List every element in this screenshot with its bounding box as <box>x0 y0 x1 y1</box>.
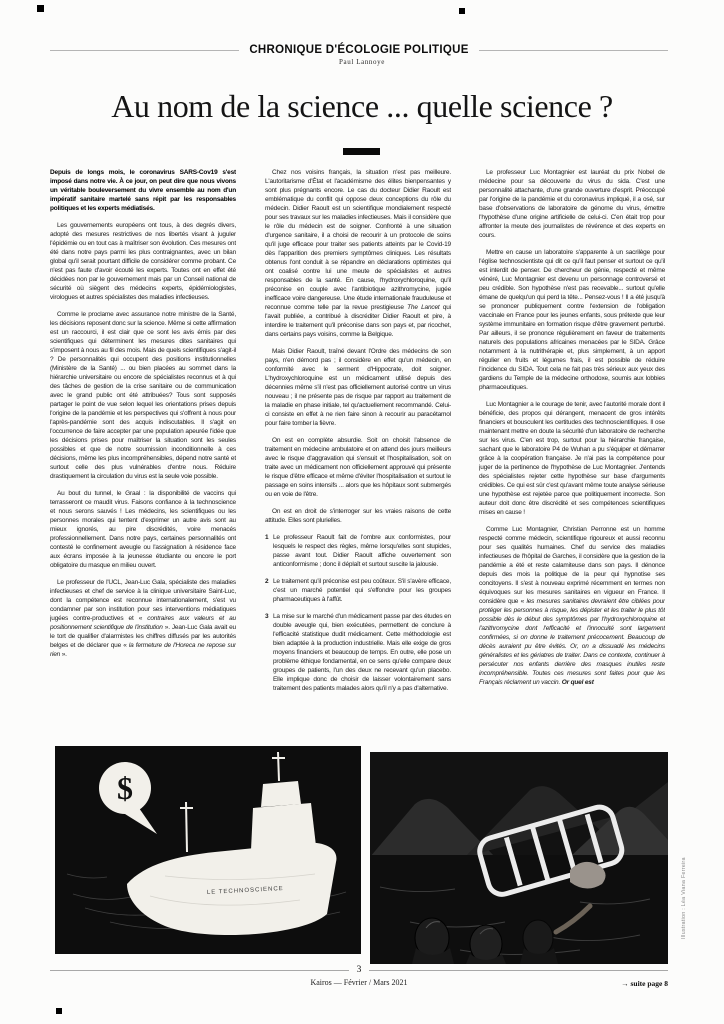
paragraph <box>265 507 451 525</box>
paragraph <box>479 168 665 240</box>
text-segment: Au bout du tunnel, le Graal : la disponibilité de vaccins qui terrasseront ce maudit virus. Faisons confiance à la technoscience et nous serons sauvés ! Les médecins, les scientifiques ou les personnes morales qui tentent d'exprimer un autre avis sont au mieux ignorés, au pire discrédités, voire menacés professionnellement. Dans notre pays, certaines personnalités ont contesté le confinement aveugle ou l'assignation à résidence face aux écrans imposée à la jeunesse étudiante ou encore le port obligatoire du masque en milieu ouvert. <box>50 490 236 569</box>
text-segment: Luc Montagnier a le courage de tenir, avec l'autorité morale dont il bénéficie, des propos qui dérangent, menacent de gros intérêts financiers et bousculent les certitudes des technoscientifiques. Il ose maintenant mettre en doute la sécurité d'un laboratoire de recherche sur les virus. C'en est trop, surtout pour la hiérarchie française, sachant que le laboratoire P4 de Wuhan a pu s'équiper et démarrer grâce à la coopération française. Je n'ai pas la compétence pour juger de la pertinence de l'hypothèse de Luc Montagnier. J'entends des spécialistes rejeter cette hypothèse sur base d'arguments crédibles. Ce qui est sûr c'est qu'avant même toute analyse sérieuse une hypothèse est rejetée parce que politiquement incorrecte. Son auteur doit donc être discrédité et ses compétences scientifiques mises en cause ! <box>479 401 665 516</box>
text-segment: ». Jean-Luc Gala avait eu le tort de qualifier d'alarmistes les chiffres diffusés par les autorités belges et de déclarer que « <box>50 624 236 649</box>
list-number: 2 <box>265 578 269 585</box>
dollar-sign-glyph: $ <box>117 770 133 806</box>
bed-illustration <box>370 752 668 964</box>
section-kicker-row <box>50 44 668 56</box>
text-segment: On est en droit de s'interroger sur les vraies raisons de cette attitude. Elles sont plurielles. <box>265 508 451 524</box>
text-segment: contraires aux valeurs et au positionnement scientifique de l'institution <box>50 615 236 631</box>
text-segment: Le traitement qu'il préconise est peu coûteux. S'il s'avère efficace, c'est un marché potentiel qui s'effondre pour les groupes pharmaceutiques à l'affût. <box>273 578 451 603</box>
text-segment: The Lancet <box>407 304 440 311</box>
paragraph <box>50 310 236 481</box>
print-mark-bottom-left <box>56 1008 62 1014</box>
text-segment: ». <box>60 651 67 658</box>
ship-superstructure <box>251 803 316 850</box>
paragraph <box>50 168 236 213</box>
list-item <box>265 533 451 569</box>
text-segment: Comme Luc Montagnier, Christian Perronne est un homme respecté comme médecin, scientifique rigoureux et aussi reconnu pour ses qualités humaines. Chef du service des maladies infectieuses de l'hôpital de Garches, il considère que la gestion de la pandémie a été et reste calamiteuse dans son pays. Il dénonce depuis des mois la politique de la peur qui hypnotise ses concitoyens. Il s'est à nouveau exprimé récemment en termes non équivoques sur les mesures sanitaires en vigueur en France. Il considère que « <box>479 526 665 605</box>
text-segment: Le professeur Luc Montagnier est lauréat du prix Nobel de médecine pour sa découverte du virus du sida. C'est une personnalité attachante, d'une grande ouverture d'esprit. Préoccupé par l'origine de la pandémie et du coronavirus impliqué, il a osé, sur base d'observations de laboratoire de génome du virus, émettre l'hypothèse d'une origine artificielle de celui-ci. C'en était trop pour affronter la meute des journalistes de révérence et des experts en cours. <box>479 169 665 239</box>
text-segment: On est en complète absurdie. Soit on choisit l'absence de traitement en médecine ambulatoire et on attend des jours meilleurs avec le risque d'aggravation qui s'ensuit et l'hospitalisation, soit on traite avec un médicament non officiellement approuvé qui présente le risque d'être efficace et même d'éviter l'hospitalisation et surtout le passage en soins intensifs ... alors que les hôpitaux sont submergés ou en voie de l'être. <box>265 437 451 498</box>
illustration-credit: Illustration : Léa Viana Ferreira <box>681 857 687 939</box>
continuation-note: → suite page 8 <box>621 979 668 988</box>
water <box>370 855 668 964</box>
issue-line: Kairos — Février / Mars 2021 <box>310 978 408 987</box>
article-column-2 <box>265 168 451 754</box>
paragraph <box>265 168 451 339</box>
text-segment: Mettre en cause un laboratoire s'apparente à un sacrilège pour l'église technoscientiste qui dit ce qu'il faut penser et surtout ce qu'il est interdit de penser. De chercheur de génie, respecté et même vénéré, Luc Montagnier est devenu un personnage controversé et peu crédible. Son hypothèse n'est pas recevable... surtout qu'elle émane de quelqu'un qui perd la tête... Pensez-vous ! Il a été jusqu'à se prononcer publiquement contre l'extension de l'obligation vaccinale en France pour les jeunes enfants, sous prétexte que leur système immunitaire en formation risque d'être gravement perturbé. Par ailleurs, il se prononce régulièrement en faveur de traitements naturels des populations africaines menacées par le SIDA. Grâce notamment à la nutrithérapie et, plus simplement, à un apport régulier en fruits et légumes frais, il est possible de réduire l'incidence du SIDA. Tout cela ne fait pas très sérieux aux yeux des gardiens du Temple de la médecine orthodoxe, soumis aux lobbies pharmaceutiques. <box>479 249 665 391</box>
text-segment: Les gouvernements européens ont tous, à des degrés divers, adopté des mesures restrictives de nos libertés visant à juguler l'épidémie ou en tout cas à maîtriser son évolution. Ces mesures ont été dans notre pays parmi les plus contraignantes, avec un bilan global qu'il serait pourtant difficile de considérer comme probant. Ce n'est pas faute d'avoir écouté les experts. Toutes ont en effet été décidées non par le gouvernement mais par un Conseil national de sécurité où siègent des médecins experts, épidémiologistes, virologues et autres spécialistes des maladies infectieuses. <box>50 222 236 301</box>
list-item <box>265 612 451 693</box>
text-segment: Mais Didier Raoult, traîné devant l'Ordre des médecins de son pays, n'en démord pas ; il considère en effet qu'un médecin, en conformité avec le serment d'Hippocrate, doit soigner. L'hydroxychloroquine est un médicament utilisé depuis des décennies même s'il n'est pas officiellement autorisé contre un virus nouveau ; il ne présente pas de risque par rapport au traitement de la maladie en phase initiale, tel qu'actuellement recommandé. Celui-ci consiste en effet à ne rien faire sinon à recourir au paracétamol pour faire tomber la fièvre. <box>265 348 451 427</box>
text-segment: Le professeur Raoult fait de l'ombre aux conformistes, pour lesquels le respect des règles, même lorsqu'elles sont stupides, passe avant tout. Didier Raoult affiche ouvertement son anticonformisme ; donc il déplaît et surtout suscite la jalousie. <box>273 534 451 568</box>
title-divider-bar <box>343 148 380 155</box>
page-number-row <box>50 965 668 975</box>
text-segment: Or quel est <box>561 679 594 686</box>
print-mark-top-center <box>459 8 465 14</box>
text-segment: les mesures sanitaires devraient être ciblées pour protéger les personnes à risque, les dépister et les traiter le plus tôt possible dès le début des symptômes par l'hydroxychloroquine et l'azithromycine dont l'efficacité et l'innocuité sont largement confirmées, si on donne le traitement précocement. Beaucoup de décès auraient pu être évités. Or, on a dissuadé les médecins généralistes et les gériatres de traiter. Dans ce contexte, continuer à persécuter nos enfants derrière des masques inutiles reste incompréhensible. Toutes ces mesures sont faites pour que les Français réclament un vaccin. <box>479 598 665 686</box>
ship-illustration-svg <box>55 746 361 954</box>
footer-rule-right <box>369 970 668 971</box>
bed-illustration-svg <box>370 752 668 964</box>
paragraph <box>479 525 665 687</box>
footer-rule-left <box>50 970 349 971</box>
text-segment: Comme le proclame avec assurance notre ministre de la Santé, les décisions reposent donc sur la science. Même si cette affirmation est un raccourci, il est clair que ce sont les avis émis par des scientifiques qui déterminent les mesures dites sanitaires qui s'imposent à nous au fil des mois. Mais de quels scientifiques s'agit-il ? De personnalités qui occupent des positions institutionnelles (Ministère de la Santé) ... ou bien placées au sommet dans la hiérarchie universitaire ou encore de spécialistes reconnus et à qui des tâches de gestion de la crise sanitaire ou de communication avec le grand public ont été attribuées? Tous sont supposés partager le point de vue selon lequel les orientations prises depuis l'origine de la pandémie et les perspectives qui s'offrent à nous pour l'après-pandémie sont des acquis indiscutables. Il s'agit en l'occurrence de faire accepter par une population apeurée l'idée que les décisions prises pour maîtriser la situation sont les seules possibles et que de notre soumission inconditionnelle à ces décisions, même les plus incompréhensibles, dépend notre santé et surtout celle des plus vulnérables d'entre nous. Réduire drastiquement la circulation du virus est la seule voie possible. <box>50 311 236 480</box>
author-byline: Paul Lannoye <box>339 58 385 66</box>
section-kicker: CHRONIQUE D'ÉCOLOGIE POLITIQUE <box>249 44 469 56</box>
text-segment: qui l'avait publiée, a contribué à discréditer Didier Raoult et pire, à interdire le traitement qu'il préconise dans son pays et, par ricochet, dans certains pays voisins, comme la Belgique. <box>265 304 451 338</box>
article-column-1 <box>50 168 236 754</box>
list-item <box>265 577 451 604</box>
ship-illustration <box>55 746 361 954</box>
page-number: 3 <box>356 965 362 975</box>
paragraph <box>479 248 665 392</box>
text-segment: Chez nos voisins français, la situation n'est pas meilleure. L'autoritarisme d'État et l'académisme des élites bienpensantes y sont plus prégnants encore. Le cas du docteur Didier Raoult est emblématique du conflit qui oppose deux conceptions du rôle du médecin. Didier Raoult est un scientifique mondialement respecté pour ses travaux sur les maladies infectieuses. Mais il considère que le rôle du médecin est de soigner. Confronté à une situation d'urgence sanitaire, il a choisi de recourir à un protocole de soins qu'il juge efficace pour traiter ses patients atteints par le Covid-19 dès l'apparition des premiers symptômes cliniques. Les résultats obtenus l'ont conduit à se répandre en déclarations optimistes qui ont coalisé contre lui une meute de spécialistes et autres responsables de la santé. En cause, l'hydroxychloroquine, qu'il préconise en couple avec l'antibiotique azithromycine, jugée inefficace voire dangereuse. Une étude internationale frauduleuse et reconnue comme telle par la revue prestigieuse <box>265 169 451 311</box>
article-column-3 <box>479 168 665 754</box>
list-number: 1 <box>265 534 269 541</box>
paragraph <box>50 221 236 302</box>
paragraph <box>265 436 451 499</box>
ship-bridge <box>261 781 301 807</box>
list-number: 3 <box>265 613 269 620</box>
text-segment: la fermeture de l'Horeca ne repose sur rien <box>50 642 236 658</box>
ship-hull-label: LE TECHNOSCIENCE <box>206 885 284 896</box>
article-title: Au nom de la science ... quelle science ? <box>111 88 613 124</box>
text-segment: Le professeur de l'UCL, Jean-Luc Gala, spécialiste des maladies infectieuses et chef de service à la clinique universitaire Saint-Luc, dont la compétence est reconnue internationalement, s'est vu condamner par son institution pour ses interventions médiatiques jugées contre-productives et « <box>50 579 236 622</box>
kicker-rule-right <box>479 50 668 51</box>
text-segment: La mise sur le marché d'un médicament passe par des études en double aveugle qui, bien exécutées, permettent de conclure à l'efficacité statistique dudit médicament. Cette méthodologie est bien adaptée à la production industrielle. Mais elle exige de gros moyens financiers et beaucoup de temps. En outre, elle pose un problème éthique fondamental, en ce sens qu'elle compare deux groupes de patients, l'un des deux ne recevant qu'un placebo. Elle implique donc de choisir de laisser volontairement sans traitement des patients malades alors qu'il n'y a pas d'alternative. <box>273 613 451 692</box>
text-segment: Depuis de longs mois, le coronavirus SARS-Cov19 s'est imposé dans notre vie. À ce jour, on peut dire que nous vivons un véritable bouleversement du vivre ensemble au nom d'un impératif sanitaire martelé sans répit par les responsables politiques et les experts médiatisés. <box>50 169 236 212</box>
paragraph <box>479 400 665 517</box>
paragraph <box>50 489 236 570</box>
kicker-rule-left <box>50 50 239 51</box>
paragraph <box>265 347 451 428</box>
paragraph <box>50 578 236 659</box>
print-mark-top-left <box>37 5 44 12</box>
